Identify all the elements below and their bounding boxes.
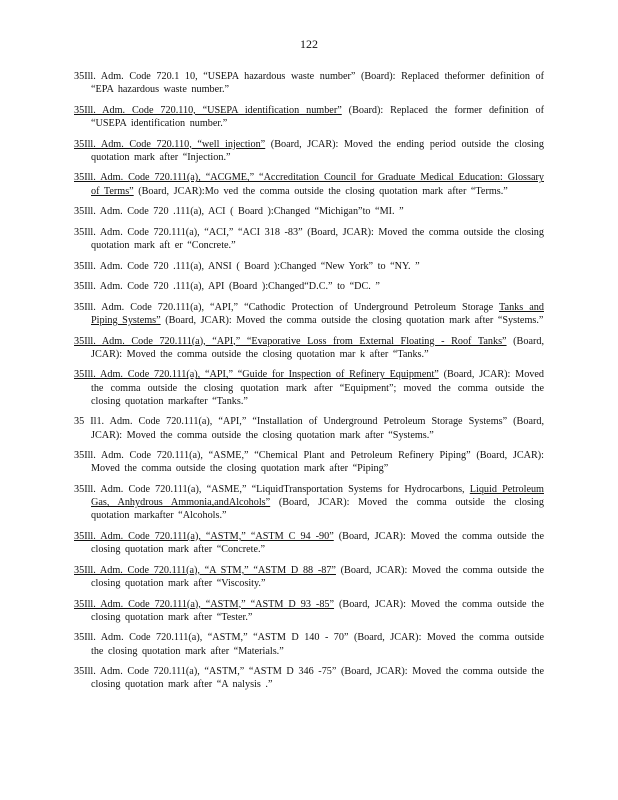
entry-text-rest: 35Ill. Adm. Code 720.111(a), “ASME,” “Chemical Plant and Petroleum Refinery Piping” (Board, JCAR): Moved the comma outside the closing quotation mark after “Piping” (74, 450, 544, 475)
amendment-entry (74, 138, 544, 164)
entry-text-ul: 35Ill. Adm. Code 720.110, “well injection” (74, 138, 266, 150)
entry-text-rest: (Board, JCAR): Moved the ending period outside the closing quotation mark after “Injection.” (91, 138, 544, 163)
entry-text-ul: 35Ill. Adm. Code 720.110, “USEPA identification number” (74, 104, 342, 116)
entry-text-rest: (Board, JCAR): Moved the comma outside the closing quotation mark after “Viscosity.” (91, 564, 545, 589)
amendment-entry (74, 104, 544, 130)
amendment-entry (74, 260, 544, 273)
entry-text-rest: 35Ill. Adm. Code 720 .111(a), ANSI ( Board ):Changed “New York” to “NY. ” (74, 260, 420, 272)
entry-text-ul: 35Ill. Adm. Code 720.111(a), “ASTM,” “ASTM C 94 -90” (74, 530, 334, 542)
entry-text-rest: (Board, JCAR): Moved the comma outside the closing quotation mark after “Concrete.” (91, 530, 544, 556)
amendment-entry (74, 530, 544, 556)
amendment-entry (74, 205, 544, 218)
entry-text-rest: (Board, JCAR): Moved the comma outside the closing quotation mark after “Tester.” (91, 598, 544, 623)
entry-text-rest: (Board, JCAR):Mo ved the comma outside the closing quotation mark after “Terms.” (133, 185, 508, 197)
entry-text-rest: 35Ill. Adm. Code 720.111(a), “ASTM,” “ASTM D 346 -75” (Board, JCAR): Moved the comma outside the closing quotation mark after “A nalysis .” (74, 666, 544, 691)
amendment-entry (74, 415, 544, 441)
amendment-entry (74, 368, 544, 408)
entry-text-ul: 35Ill. Adm. Code 720.111(a), “ASTM,” “ASTM D 93 -85” (74, 598, 335, 610)
amendment-entry (74, 280, 544, 293)
entry-text-rest: 35Ill. Adm. Code 720 .111(a), API (Board ):Changed“D.C.” to “DC. ” (74, 281, 380, 293)
amendment-entry (74, 335, 544, 361)
amendment-entry (74, 665, 544, 691)
entry-text-rest: (Board, JCAR): Moved the comma outside the closing quotation mark after “Equipment”; moved the comma outside the closing quotation markafter “Tanks.” (91, 369, 544, 407)
entry-text-rest: 35Ill. Adm. Code 720 .111(a), ACI ( Board ):Changed “Michigan”to “MI. ” (74, 206, 404, 218)
entry-text-ul: Liquid Petroleum Gas, Anhydrous Ammonia,andAlcohols” (91, 483, 544, 509)
amendment-entry (74, 564, 544, 590)
amendment-entry (74, 226, 544, 252)
entry-text-rest: 35Ill. Adm. Code 720.111(a), “ACI,” “ACI 318 -83” (Board, JCAR): Moved the comma outside the closing quotation mark aft er “Concrete.” (74, 226, 544, 251)
entry-text-pre: 35Ill. Adm. Code 720.111(a), “ASME,” “LiquidTransportation Systems for Hydrocarbons, (74, 483, 470, 495)
entry-text-ul: 35Ill. Adm. Code 720.111(a), “A STM,” “ASTM D 88 -87” (74, 564, 336, 576)
amendment-entry (74, 631, 544, 657)
entry-text-rest: 35Ill. Adm. Code 720.111(a), “ASTM,” “ASTM D 140 - 70” (Board, JCAR): Moved the comma outside the closing quotation mark after “Materials.” (74, 632, 544, 657)
amendment-entry (74, 598, 544, 624)
amendment-entry (74, 449, 544, 475)
entry-text-rest: 35Ill. Adm. Code 720.1 10, “USEPA hazardous waste number” (Board): Replaced theformer definition of “EPA hazardous waste number.” (74, 71, 544, 96)
amendment-entry (74, 301, 544, 327)
page-number: 122 (300, 37, 318, 51)
entry-text-ul: 35Ill. Adm. Code 720.111(a), “API,” “Evaporative Loss from External Floating - Roof Tanks” (74, 335, 507, 347)
entry-text-ul: 35Ill. Adm. Code 720.111(a), “ACGME,” “Accreditation Council for Graduate Medical Education: Glossary of Terms” (74, 172, 544, 197)
amendment-entry (74, 70, 544, 96)
entry-text-ul: Tanks and Piping Systems” (91, 301, 544, 326)
amendment-entry (74, 483, 544, 523)
entry-text-rest: (Board, JCAR): Moved the comma outside the closing quotation mark after “Systems.” (160, 314, 544, 326)
entry-text-rest: (Board): Replaced the former definition of “USEPA identification number.” (91, 104, 544, 129)
entry-text-pre: 35Ill. Adm. Code 720.111(a), “API,” “Cathodic Protection of Underground Petroleum Storage (74, 301, 500, 313)
entry-text-rest: (Board, JCAR): Moved the comma outside the closing quotation mar k after “Tanks.” (91, 335, 544, 360)
entry-text-rest: (Board, JCAR): Moved the comma outside the closing quotation markafter “Alcohols.” (91, 497, 544, 522)
entry-text-rest: 35 Il1. Adm. Code 720.111(a), “API,” “Installation of Underground Petroleum Storage Systems” (Board, JCAR): Moved the comma outside the closing quotation mark after “Systems.” (74, 416, 544, 441)
amendment-list (74, 70, 544, 699)
amendment-entry (74, 171, 544, 197)
entry-text-ul: 35Ill. Adm. Code 720.111(a), “API,” “Guide for Inspection of Refinery Equipment” (74, 369, 439, 381)
